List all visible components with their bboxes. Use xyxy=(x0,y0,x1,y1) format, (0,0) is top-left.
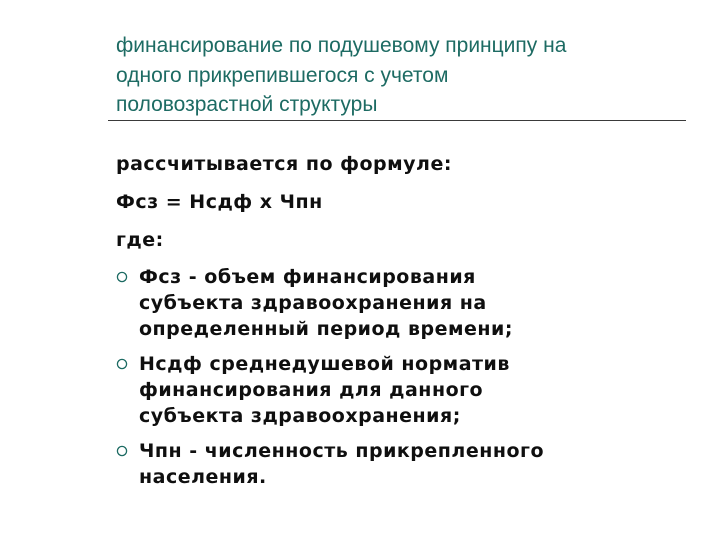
slide-body xyxy=(116,150,696,499)
circle-bullet-icon xyxy=(116,271,128,283)
circle-bullet-icon xyxy=(116,358,128,370)
list-item xyxy=(116,351,696,429)
list-item-line: субъекта здравоохранения на xyxy=(139,292,487,314)
title-line: половозрастной структуры xyxy=(116,93,378,116)
definition-list xyxy=(116,264,696,490)
list-item xyxy=(116,264,696,342)
list-item xyxy=(116,438,696,490)
list-item-line: финансирования для данного xyxy=(139,379,484,401)
title-line: финансирование по подушевому принципу на xyxy=(116,34,567,57)
list-item-line: субъекта здравоохранения; xyxy=(139,405,461,427)
title-divider xyxy=(108,120,686,121)
list-item-line: Чпн - численность прикрепленного xyxy=(139,440,544,462)
list-item-line: населения. xyxy=(139,466,267,488)
list-item-line: Фсз - объем финансирования xyxy=(139,266,476,288)
intro-text: рассчитывается по формуле: xyxy=(116,153,452,175)
slide-title xyxy=(116,31,676,120)
formula-text: Фсз = Нсдф х Чпн xyxy=(116,191,323,213)
list-item-line: Нсдф среднедушевой норматив xyxy=(139,353,510,375)
where-text: где: xyxy=(116,229,164,251)
title-line: одного прикрепившегося с учетом xyxy=(116,63,449,87)
circle-bullet-icon xyxy=(116,445,128,457)
list-item-line: определенный период времени; xyxy=(139,318,513,340)
